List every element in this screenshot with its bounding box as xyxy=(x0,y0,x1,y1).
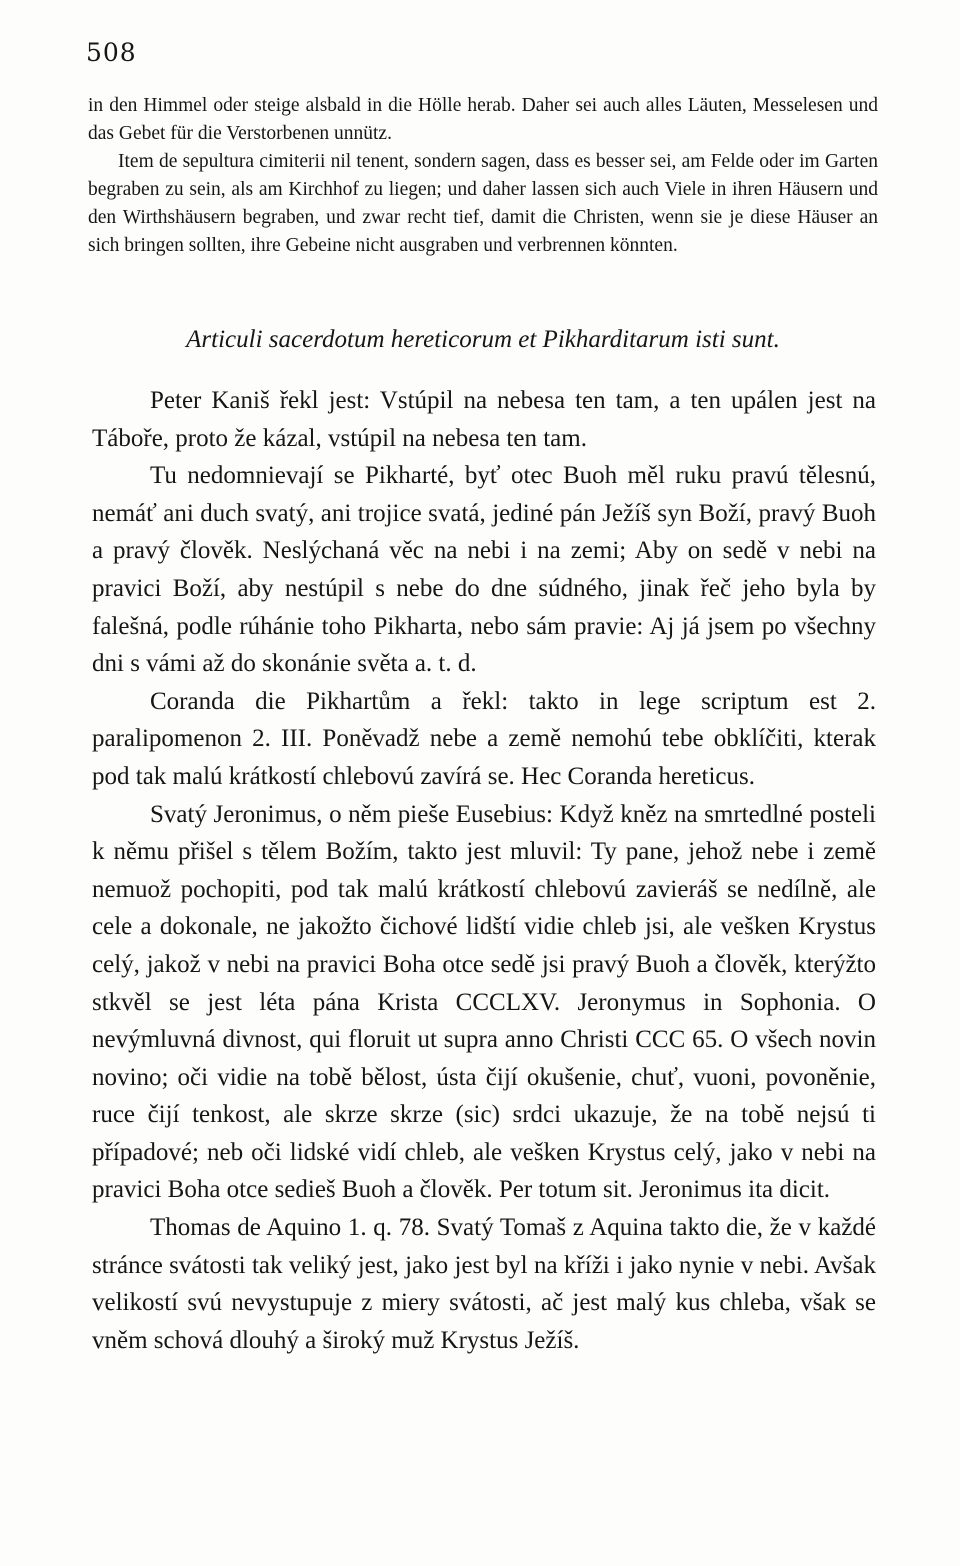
czech-text-block xyxy=(92,382,876,1359)
czech-paragraph-5: Thomas de Aquino 1. q. 78. Svatý Tomaš z Aquina takto die, že v každé stránce svátosti tak veliký jest, jako jest byl na kříži i jako nynie v nebi. Avšak velikostí svú nevystupuje z miery svátosti, ač jest malý kus chleba, však se vněm schová dlouhý a široký muž Krystus Ježíš. xyxy=(92,1214,876,1354)
czech-paragraph-2: Tu nedomnievají se Pikharté, byť otec Buoh měl ruku pravú tělesnú, nemáť ani duch svatý, ani trojice svatá, jediné pán Ježíš syn Boží, pravý Buoh a pravý člověk. Neslýchaná věc na nebi i na zemi; Aby on sedě v nebi na pravici Boží, aby nestúpil s nebe do dne súdného, jinak řeč jeho byla by falešná, podle rúhánie toho Pikharta, nebo sám pravie: Aj já jsem po všechny dni s vámi až do skonánie světa a. t. d. xyxy=(92,462,876,678)
german-text-block xyxy=(88,92,878,260)
section-heading: Articuli sacerdotum hereticorum et Pikharditarum isti sunt. xyxy=(186,326,780,353)
czech-paragraph-3: Coranda die Pikhartům a řekl: takto in lege scriptum est 2. paralipomenon 2. III. Poněvadž nebe a země nemohú tebe obklíčiti, kterak pod tak malú krátkostí chlebovú zavírá se. Hec Coranda hereticus. xyxy=(92,687,876,790)
page-number: 508 xyxy=(86,38,137,67)
czech-paragraph-4: Svatý Jeronimus, o něm pieše Eusebius: Když kněz na smrtedlné posteli k němu přišel s tělem Božím, takto jest mluvil: Ty pane, jehož nebe i země nemuož pochopiti, pod tak malú krátkostí chlebovú zavieráš se nedílně, ale cele a dokonale, ne jakožto čichové lidští vidie chleb jsi, ale vešken Krystus celý, jakož v nebi na pravici Boha otce sedě jsi pravý Buoh a člověk, kterýžto stkvěl se jest léta pána Krista CCCLXV. Jeronymus in Sophonia. O nevýmluvná divnost, qui floruit ut supra anno Christi CCC 65. O všech novin novino; oči vidie na tobě bělost, ústa čijí okušenie, chuť, vuoni, povoněnie, ruce čijí tenkost, ale skrze skrze (sic) srdci ukazuje, že na tobě nejsú ti případové; neb oči lidské vidí chleb, ale vešken Krystus celý, jako v nebi na pravici Boha otce sedieš Buoh a člověk. Per totum sit. Jeronimus ita dicit. xyxy=(92,800,876,1204)
czech-paragraph-1: Peter Kaniš řekl jest: Vstúpil na nebesa ten tam, a ten upálen jest na Táboře, proto že kázal, vstúpil na nebesa ten tam. xyxy=(92,387,876,452)
german-paragraph-2: Item de sepultura cimiterii nil tenent, sondern sagen, dass es besser sei, am Felde oder im Garten begraben zu sein, als am Kirchhof zu liegen; und daher lassen sich auch Viele in ihren Häusern und den Wirthshäusern begraben, und zwar recht tief, damit die Christen, wenn sie je diese Häuser an sich bringen sollten, ihre Gebeine nicht ausgraben und verbrennen könnten. xyxy=(88,151,878,256)
german-paragraph-1: in den Himmel oder steige alsbald in die Hölle herab. Daher sei auch alles Läuten, Messelesen und das Gebet für die Verstorbenen unnütz. xyxy=(88,95,878,144)
